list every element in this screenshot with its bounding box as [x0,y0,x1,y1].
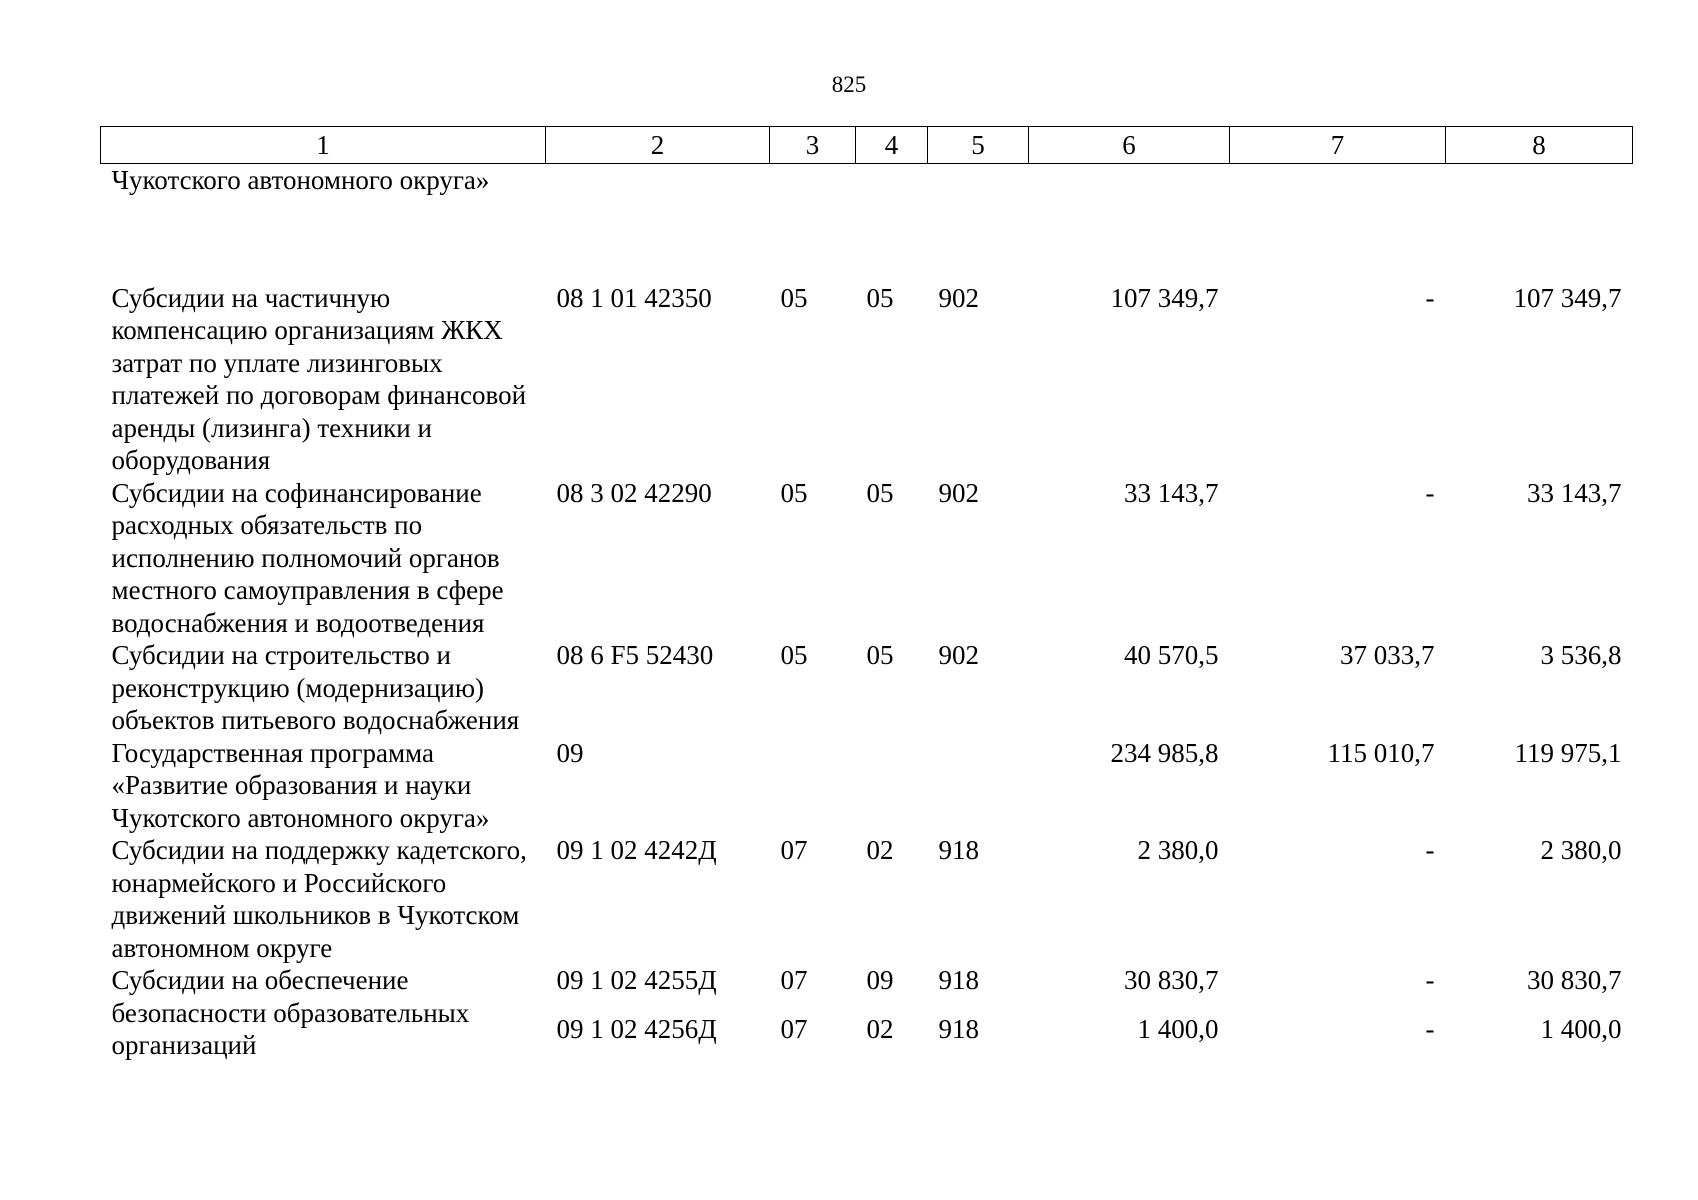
row-grbs-cell: 918 [938,1014,979,1045]
row-subsection-cell: 05 [866,640,894,670]
table-body [101,164,1633,282]
row-subsection-cell [856,737,928,835]
row-name-cell: Субсидии на софинансирование расходных обязательств по исполнению полномочий органов местного самоуправления в сфере водоснабжения и водоотведения [111,477,504,638]
row-name-cell: Субсидии на частичную компенсацию организациям ЖКХ затрат по уплате лизинговых платежей по договорам финансовой аренды (лизинга) техники и оборудования [111,282,527,475]
table-row [101,834,1633,964]
column-header-3: 3 [770,127,856,164]
data-rows [101,282,1633,1062]
row-regional-cell: 1 400,0 [1540,1014,1622,1045]
header-row [101,127,1633,164]
row-subsection-cell: 09 [866,965,894,995]
row-total-cell: 33 143,7 [1124,477,1219,508]
row-regional-cell: 33 143,7 [1527,477,1622,508]
row-federal-cell: - [1425,965,1435,995]
row-total-cell: 40 570,5 [1124,640,1219,670]
row-subsection-cell: 05 [866,282,894,313]
column-header-5: 5 [928,127,1029,164]
row-federal-cell: 37 033,7 [1340,640,1435,670]
spacer-cell [101,197,1633,282]
table-row [101,477,1633,640]
budget-table [100,126,1633,1062]
row-section-cell: 07 [780,1014,808,1045]
column-header-1: 1 [101,127,546,164]
row-grbs-cell: 918 [938,965,979,995]
row-grbs-cell: 902 [938,477,979,508]
page-number: 825 [831,72,867,97]
continuation-text: Чукотского автономного округа» [111,165,490,195]
row-total-cell: 234 985,8 [1110,737,1219,768]
row-total-cell: 1 400,0 [1137,1014,1219,1045]
row-name-cell: Субсидии на строительство и реконструкцию (модернизацию) объектов питьевого водоснабжения [111,640,520,735]
row-total-cell: 30 830,7 [1124,965,1219,995]
row-federal-cell: - [1425,282,1435,313]
table-header [101,127,1633,164]
row-grbs-cell: 902 [938,640,979,670]
table-row [101,639,1633,737]
row-regional-cell: 107 349,7 [1513,282,1622,313]
table-row [101,282,1633,477]
row-subsection-cell: 02 [866,1014,894,1045]
row-total-cell: 107 349,7 [1110,282,1219,313]
row-subsection-cell: 02 [866,835,894,865]
continuation-row [101,164,1633,197]
row-section-cell: 05 [780,640,808,670]
row-section-cell: 05 [780,282,808,313]
row-section-cell [770,737,856,835]
row-code-cell: 09 1 02 4255Д [556,965,717,995]
row-name-cell: Субсидии на поддержку кадетского, юнармейского и Российского движений школьников в Чукотском автономном округе [111,835,527,963]
row-regional-cell: 30 830,7 [1527,965,1622,995]
row-regional-cell: 119 975,1 [1514,737,1622,768]
row-code-cell: 08 1 01 42350 [556,282,712,313]
row-subsection-cell: 05 [866,477,894,508]
row-code-cell: 08 3 02 42290 [556,477,712,508]
row-grbs-cell: 918 [938,835,979,865]
row-regional-cell: 2 380,0 [1540,835,1622,865]
row-federal-cell: 115 010,7 [1327,737,1435,768]
row-code-cell: 09 1 02 4242Д [556,835,717,865]
row-code-cell: 09 1 02 4256Д [556,1014,717,1045]
column-header-2: 2 [546,127,770,164]
row-grbs-cell: 902 [938,282,979,313]
table-row [101,737,1633,835]
table-row [101,964,1633,1011]
row-grbs-cell [928,737,1029,835]
column-header-7: 7 [1230,127,1446,164]
row-code-cell: 08 6 F5 52430 [556,640,714,670]
column-header-4: 4 [856,127,928,164]
row-total-cell: 2 380,0 [1137,835,1219,865]
column-header-6: 6 [1029,127,1230,164]
row-regional-cell: 3 536,8 [1540,640,1622,670]
row-section-cell: 07 [780,965,808,995]
spacer-row [101,197,1633,282]
row-section-cell: 05 [780,477,808,508]
row-code-cell: 09 [556,737,584,768]
row-federal-cell: - [1425,477,1435,508]
row-name-cell: Государственная программа «Развитие образования и науки Чукотского автономного округа» [111,737,490,833]
column-header-8: 8 [1446,127,1633,164]
row-federal-cell: - [1425,1014,1435,1045]
row-section-cell: 07 [780,835,808,865]
row-federal-cell: - [1425,835,1435,865]
row-name-cell: Субсидии на обеспечение безопасности образовательных организаций [111,965,470,1060]
